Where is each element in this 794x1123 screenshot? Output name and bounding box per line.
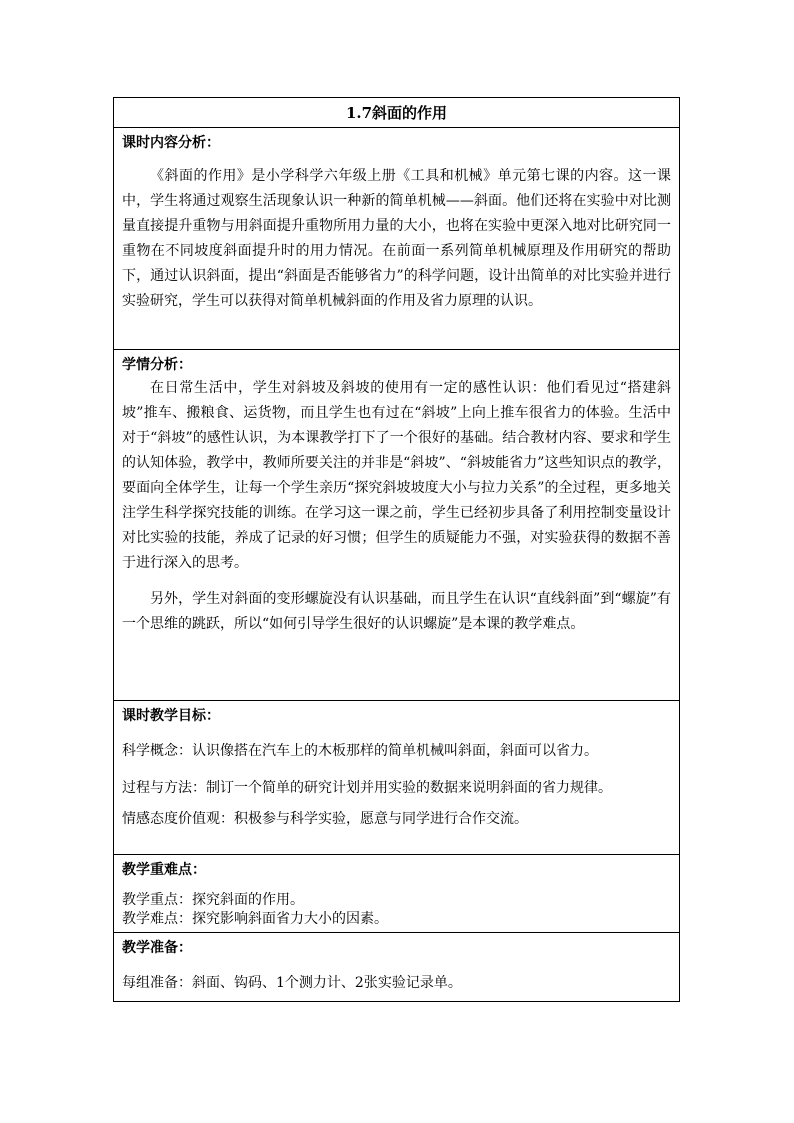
- key-point-focus: 教学重点：探究斜面的作用。: [122, 892, 304, 908]
- lesson-title-row: [114, 98, 679, 128]
- preparation-section: [114, 933, 679, 1001]
- lesson-title: 1.7斜面的作用: [345, 104, 448, 122]
- preparation-item: 每组准备：斜面、钩码、1个测力计、2张实验记录单。: [122, 975, 462, 991]
- student-analysis-paragraph-2: 另外，学生对斜面的变形螺旋没有认识基础，而且学生在认识“直线斜面”到“螺旋”有一个思维的跳跃，所以“如何引导学生很好的认识螺旋”是本课的教学难点。: [122, 591, 671, 632]
- student-analysis-section: [114, 350, 679, 701]
- content-analysis-paragraph: 《斜面的作用》是小学科学六年级上册《工具和机械》单元第七课的内容。这一课中，学生将通过观察生活现象认识一种新的简单机械——斜面。他们还将在实验中对比测量直接提升重物与用斜面提升重物所用力量的大小，也将在实验中更深入地对比研究同一重物在不同坡度斜面提升时的用力情况。在前面一系列简单机械原理及作用研究的帮助下，通过认识斜面，提出“斜面是否能够省力”的科学问题，设计出简单的对比实验并进行实验研究，学生可以获得对简单机械斜面的作用及省力原理的认识。: [122, 168, 671, 309]
- content-analysis-heading: 课时内容分析：: [122, 135, 220, 151]
- key-point-difficulty: 教学难点：探究影响斜面省力大小的因素。: [122, 911, 388, 927]
- content-analysis-section: [114, 128, 679, 350]
- lesson-plan-table: [113, 97, 680, 1002]
- goal-process-method: 过程与方法：制订一个简单的研究计划并用实验的数据来说明斜面的省力规律。: [122, 780, 612, 796]
- teaching-goals-section: [114, 701, 679, 855]
- goal-science-concept: 科学概念：认识像搭在汽车上的木板那样的简单机械叫斜面，斜面可以省力。: [122, 743, 598, 759]
- preparation-heading: 教学准备：: [122, 940, 192, 956]
- goal-attitude-values: 情感态度价值观：积极参与科学实验，愿意与同学进行合作交流。: [122, 811, 528, 827]
- teaching-goals-heading: 课时教学目标：: [122, 708, 220, 724]
- student-analysis-paragraph-1: 在日常生活中，学生对斜坡及斜坡的使用有一定的感性认识：他们看见过“搭建斜坡”推车、搬粮食、运货物，而且学生也有过在“斜坡”上向上推车很省力的体验。生活中对于“斜坡”的感性认识，为本课教学打下了一个很好的基础。结合教材内容、要求和学生的认知体验，教学中，教师所要关注的并非是“斜坡”、“斜坡能省力”这些知识点的教学，要面向全体学生，让每一个学生亲历“探究斜坡坡度大小与拉力关系”的全过程，更多地关注学生科学探究技能的训练。在学习这一课之前，学生已经初步具备了利用控制变量设计对比实验的技能，养成了记录的好习惯；但学生的质疑能力不强，对实验获得的数据不善于进行深入的思考。: [122, 380, 671, 571]
- student-analysis-heading: 学情分析：: [122, 357, 192, 373]
- key-points-section: [114, 855, 679, 933]
- key-points-heading: 教学重难点：: [122, 862, 206, 878]
